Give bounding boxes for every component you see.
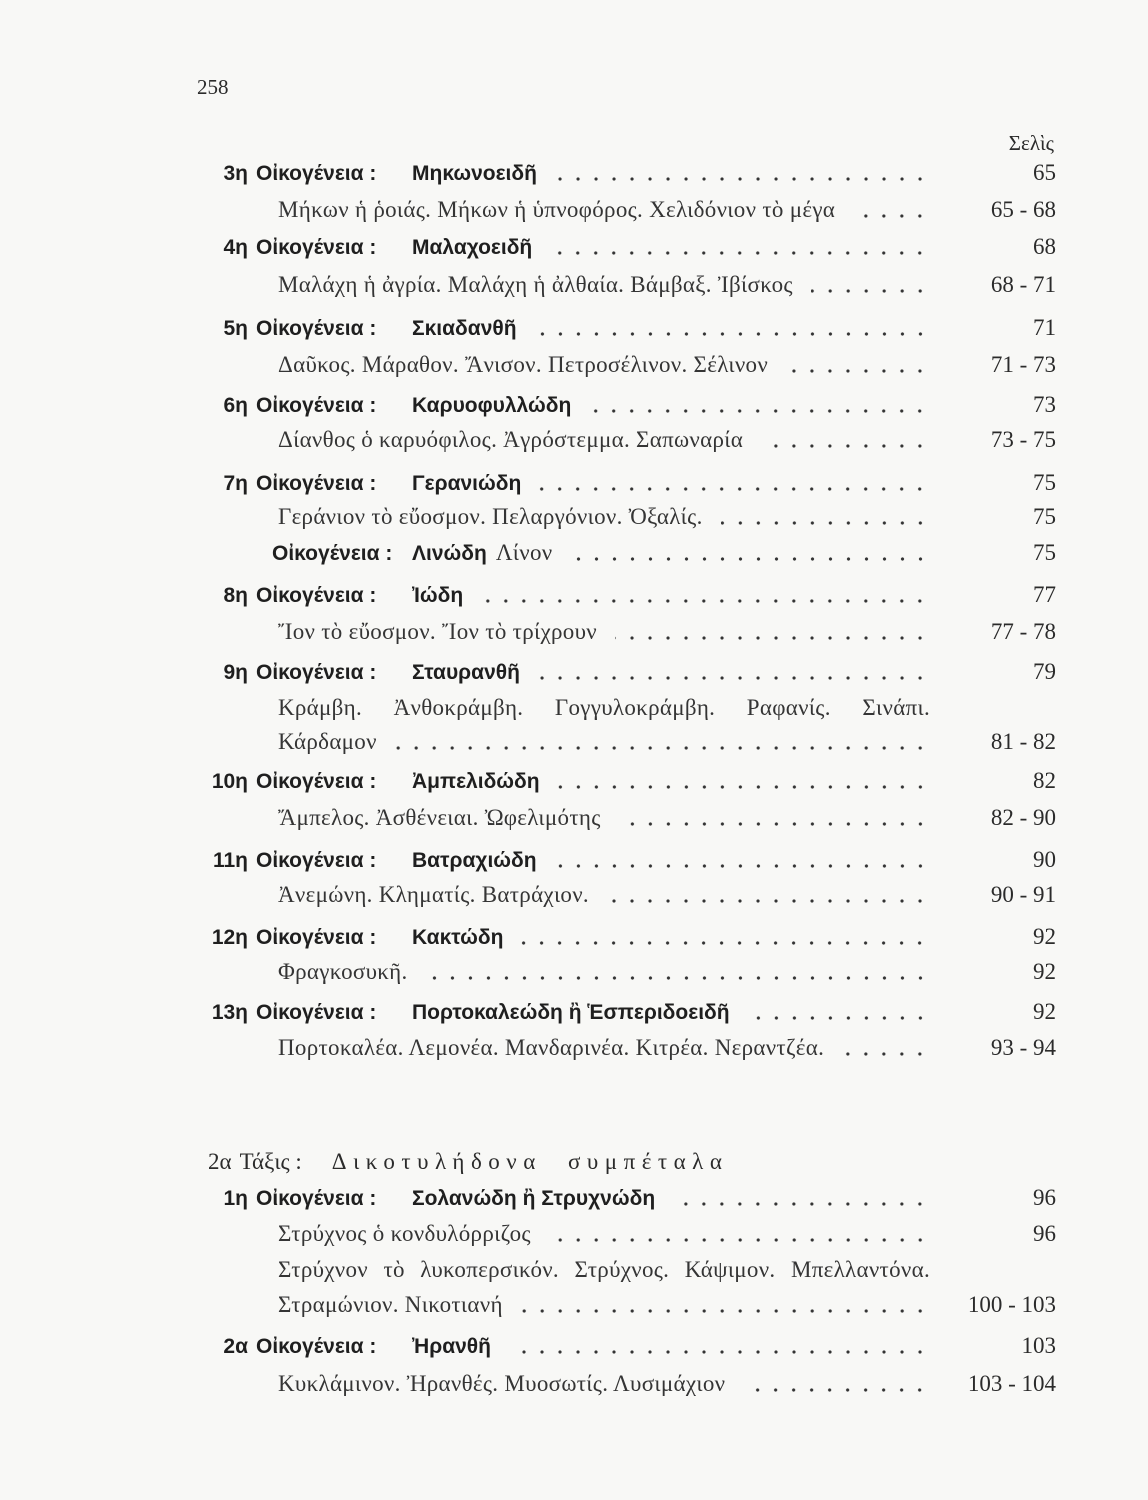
dot-leader [521, 921, 929, 953]
page-ref: 96 [1033, 1185, 1056, 1210]
dot-leader [589, 389, 929, 421]
family-label: Οἰκογένεια : [256, 472, 377, 495]
species-entry [200, 501, 1056, 533]
page-ref: 82 - 90 [990, 805, 1056, 830]
species-list: Στραμώνιον. Νικοτιανή [278, 1292, 503, 1317]
family-label: Οἰκογένεια : [256, 1335, 377, 1358]
species-entry [200, 726, 1056, 758]
family-name: Ἠρανθῆ [412, 1335, 491, 1358]
dot-leader [549, 1218, 929, 1250]
species-list: Κυκλάμινον. Ἠρανθές. Μυοσωτίς. Λυσιμάχιον [278, 1371, 726, 1396]
species-list: Ἴον τὸ εὔοσμον. Ἴον τὸ τρίχρουν [278, 619, 597, 644]
page-ref: 90 [1033, 847, 1056, 872]
order-title: Δικοτυλήδονα συμπέταλα [331, 1149, 729, 1174]
order-heading [200, 1146, 1056, 1178]
dot-leader [555, 844, 929, 876]
dot-leader [619, 802, 929, 834]
family-ordinal: 10η [211, 770, 248, 793]
species-list: Φραγκοσυκῆ. [278, 959, 408, 984]
dot-leader [571, 537, 930, 569]
family-heading [200, 996, 1056, 1028]
page-ref: 71 - 73 [990, 352, 1056, 377]
species-list: Λίνον [495, 540, 553, 565]
page-ref: 103 - 104 [967, 1371, 1056, 1396]
family-heading [200, 467, 1056, 499]
species-list: Δαῦκος. Μάραθον. Ἄνισον. Πετροσέλινον. Σέλινον [278, 352, 769, 377]
dot-leader [615, 616, 929, 648]
dot-leader [481, 579, 929, 611]
family-ordinal: 5η [223, 317, 248, 340]
page-ref: 68 [1033, 234, 1056, 259]
family-label: Οἰκογένεια : [256, 236, 377, 259]
family-label: Οἰκογένεια : [256, 770, 377, 793]
page-ref: 73 [1033, 392, 1056, 417]
page-ref: 90 - 91 [990, 882, 1056, 907]
family-heading [200, 656, 1056, 688]
species-entry [200, 194, 1056, 226]
species-list: Μαλάχη ἡ ἀγρία. Μαλάχη ἡ ἀλθαία. Βάμβαξ. Ἰβίσκος [278, 272, 793, 297]
family-ordinal: 12η [211, 926, 248, 949]
species-entry [200, 1368, 1056, 1400]
dot-leader [558, 765, 929, 797]
page-ref: 68 - 71 [990, 272, 1056, 297]
family-label: Οἰκογένεια : [256, 162, 377, 185]
family-heading [200, 389, 1056, 421]
family-name: Πορτοκαλεώδη ἢ Ἑσπεριδοειδῆ [412, 1001, 730, 1024]
family-ordinal: 3η [223, 162, 248, 185]
species-list: Ἀνεμώνη. Κληματίς. Βατράχιον. [278, 882, 589, 907]
family-label: Οἰκογένεια : [272, 542, 393, 565]
dot-leader [811, 269, 929, 301]
family-label: Οἰκογένεια : [256, 1001, 377, 1024]
family-label: Οἰκογένεια : [256, 394, 377, 417]
family-label: Οἰκογένεια : [256, 317, 377, 340]
dot-leader [539, 467, 929, 499]
page-number: 258 [197, 75, 229, 99]
species-entry [200, 616, 1056, 648]
dot-leader [721, 501, 929, 533]
page-column-header: Σελὶς [1008, 131, 1054, 155]
dot-leader [743, 1368, 929, 1400]
page-ref: 92 [1033, 999, 1056, 1024]
dot-leader [673, 1182, 929, 1214]
family-ordinal: 8η [223, 584, 248, 607]
family-ordinal: 4η [223, 236, 248, 259]
family-heading [200, 765, 1056, 797]
page-ref: 93 - 94 [990, 1035, 1056, 1060]
family-ordinal: 6η [223, 394, 248, 417]
page-ref: 75 [1033, 540, 1056, 565]
family-heading [200, 537, 1056, 569]
family-heading [200, 1182, 1056, 1214]
species-entry [200, 692, 1056, 724]
species-entry [200, 1289, 1056, 1321]
dot-leader [555, 157, 929, 189]
species-entry [200, 1032, 1056, 1064]
dot-leader [786, 349, 929, 381]
species-entry [200, 1254, 1056, 1286]
page-ref: 92 [1033, 924, 1056, 949]
family-name: Ἀμπελιδώδη [412, 770, 540, 793]
family-heading [200, 921, 1056, 953]
species-entry [200, 269, 1056, 301]
family-heading [200, 312, 1056, 344]
family-label: Οἰκογένεια : [256, 584, 377, 607]
page-ref: 103 [1021, 1333, 1056, 1358]
family-name: Μηκωνοειδῆ [412, 162, 537, 185]
family-label: Οἰκογένεια : [256, 1187, 377, 1210]
species-entry [200, 1218, 1056, 1250]
species-entry [200, 879, 1056, 911]
page-ref: 100 - 103 [967, 1292, 1056, 1317]
family-name: Καρυοφυλλώδη [412, 394, 572, 417]
species-list: Ἄμπελος. Ἀσθένειαι. Ὠφελιμότης [278, 805, 601, 830]
dot-leader [842, 1032, 929, 1064]
family-name: Σολανώδη ἢ Στρυχνώδη [412, 1187, 656, 1210]
family-heading [200, 844, 1056, 876]
page-ref: 71 [1033, 315, 1056, 340]
dot-leader [509, 1330, 929, 1362]
family-heading [200, 1330, 1056, 1362]
dot-leader [426, 956, 929, 988]
family-name: Ἰώδη [412, 584, 464, 607]
species-list: Γεράνιον τὸ εὔοσμον. Πελαργόνιον. Ὀξαλίς. [278, 504, 703, 529]
page-ref: 79 [1033, 659, 1056, 684]
page-ref: 75 [1033, 470, 1056, 495]
family-name: Κακτώδη [412, 926, 504, 949]
family-label: Οἰκογένεια : [256, 849, 377, 872]
page-ref: 82 [1033, 768, 1056, 793]
dot-leader [395, 726, 929, 758]
dot-leader [521, 1289, 929, 1321]
dot-leader [538, 656, 929, 688]
species-list: Δίανθος ὁ καρυόφιλος. Ἀγρόστεμμα. Σαπωναρία [278, 427, 744, 452]
dot-leader [761, 424, 929, 456]
family-name: Σταυρανθῆ [412, 661, 520, 684]
family-ordinal: 13η [211, 1001, 248, 1024]
dot-leader [607, 879, 929, 911]
page-ref: 73 - 75 [990, 427, 1056, 452]
page-ref: 81 - 82 [990, 729, 1056, 754]
family-name: Λινώδη [412, 542, 487, 565]
species-entry [200, 349, 1056, 381]
family-name: Γερανιώδη [412, 472, 522, 495]
species-list: Στρύχνον τὸ λυκοπερσικόν. Στρύχνος. Κάψιμον. Μπελλαντόνα. [278, 1257, 930, 1282]
page-ref: 75 [1033, 504, 1056, 529]
species-entry [200, 956, 1056, 988]
species-entry [200, 802, 1056, 834]
family-ordinal: 2α [223, 1335, 248, 1358]
page-ref: 77 - 78 [990, 619, 1056, 644]
family-heading [200, 157, 1056, 189]
family-name: Σκιαδανθῆ [412, 317, 517, 340]
family-heading [200, 231, 1056, 263]
page-ref: 65 [1033, 160, 1056, 185]
family-name: Μαλαχοειδῆ [412, 236, 533, 259]
species-list: Μήκων ἡ ῥοιάς. Μήκων ἡ ὑπνοφόρος. Χελιδόνιον τὸ μέγα [278, 197, 836, 222]
family-label: Οἰκογένεια : [256, 926, 377, 949]
dot-leader [748, 996, 929, 1028]
species-entry [200, 424, 1056, 456]
family-name: Βατραχιώδη [412, 849, 537, 872]
page-ref: 96 [1033, 1221, 1056, 1246]
family-heading [200, 579, 1056, 611]
order-ordinal: 2α [208, 1149, 232, 1174]
family-ordinal: 9η [223, 661, 248, 684]
page-ref: 77 [1033, 582, 1056, 607]
order-label: Τάξις : [239, 1149, 302, 1174]
family-ordinal: 1η [223, 1187, 248, 1210]
species-list: Στρύχνος ὁ κονδυλόρριζος [278, 1221, 531, 1246]
species-list: Πορτοκαλέα. Λεμονέα. Μανδαρινέα. Κιτρέα. Νεραντζέα. [278, 1035, 825, 1060]
family-label: Οἰκογένεια : [256, 661, 377, 684]
page-ref: 65 - 68 [990, 197, 1056, 222]
page-ref: 92 [1033, 959, 1056, 984]
species-list: Κράμβη. Ἀνθοκράμβη. Γογγυλοκράμβη. Ραφανίς. Σινάπι. [278, 695, 930, 720]
dot-leader [535, 312, 929, 344]
dot-leader [550, 231, 929, 263]
family-ordinal: 11η [212, 849, 248, 872]
family-ordinal: 7η [223, 472, 248, 495]
dot-leader [853, 194, 929, 226]
species-list: Κάρδαμον [278, 729, 377, 754]
